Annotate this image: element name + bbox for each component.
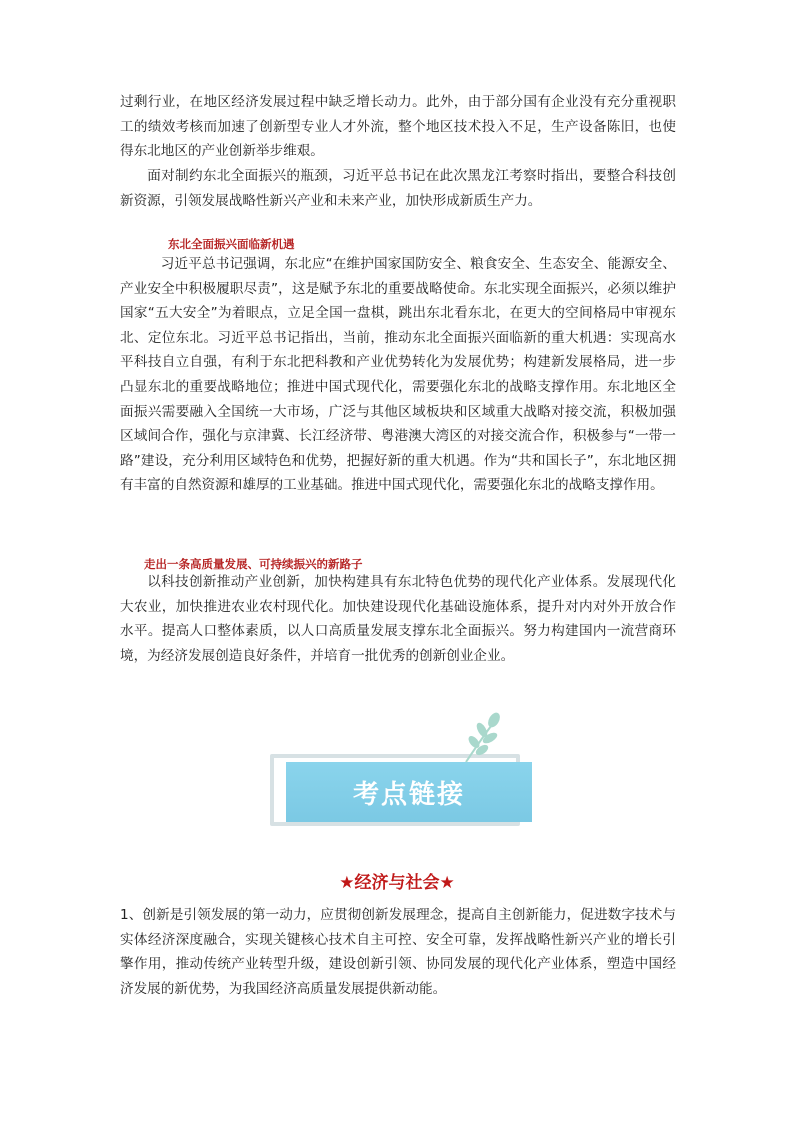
- exam-link-banner: [270, 712, 532, 832]
- paragraph-bottleneck: 面对制约东北全面振兴的瓶颈，习近平总书记在此次黑龙江考察时指出，要整合科技创新资源，引领发展战略性新兴产业和未来产业，加快形成新质生产力。: [120, 168, 676, 209]
- paragraph-opportunities: 习近平总书记强调，东北应“在维护国家国防安全、粮食安全、生态安全、能源安全、产业安全中积极履职尽责”，这是赋予东北的重要战略使命。东北实现全面振兴，必须以维护国家“五大安全”为着眼点，立足全国一盘棋，跳出东北看东北，在更大的空间格局中审视东北、定位东北。习近平总书记指出，当前，推动东北全面振兴面临新的重大机遇：实现高水平科技自立自强，有利于东北把科教和产业优势转化为发展优势；构建新发展格局，进一步凸显东北的重要战略地位；推进中国式现代化，需要强化东北的战略支撑作用。东北地区全面振兴需要融入全国统一大市场，广泛与其他区域板块和区域重大战略对接交流，积极加强区域间合作，强化与京津冀、长江经济带、粤港澳大湾区的对接交流合作，积极参与“一带一路”建设，充分利用区域特色和优势，把握好新的重大机遇。作为“共和国长子”，东北地区拥有丰富的自然资源和雄厚的工业基础。推进中国式现代化，需要强化东北的战略支撑作用。: [120, 256, 676, 494]
- subheading-new-path: 走出一条高质量发展、可持续振兴的新路子: [144, 557, 363, 571]
- banner-fill: [286, 762, 532, 822]
- subheading-new-opportunities: 东北全面振兴面临新机遇: [168, 237, 295, 251]
- leaf-sprig-icon: [458, 712, 508, 764]
- paragraph-innovation-point: 1、创新是引领发展的第一动力，应贯彻创新发展理念，提高自主创新能力，促进数字技术与实体经济深度融合，实现关键核心技术自主可控、安全可靠，发挥战略性新兴产业的增长引擎作用，推动传统产业转型升级，建设创新引领、协同发展的现代化产业体系，塑造中国经济发展的新优势，为我国经济高质量发展提供新动能。: [120, 907, 676, 997]
- section-title-economy-society: ★经济与社会★: [339, 873, 455, 893]
- paragraph-new-path: 以科技创新推动产业创新，加快构建具有东北特色优势的现代化产业体系。发展现代化大农业，加快推进农业农村现代化。加快建设现代化基础设施体系，提升对内对外开放合作水平。提高人口整体素质，以人口高质量发展支撑东北全面振兴。努力构建国内一流营商环境，为经济发展创造良好条件，并培育一批优秀的创新创业企业。: [120, 574, 676, 664]
- paragraph-continued: 过剩行业，在地区经济发展过程中缺乏增长动力。此外，由于部分国有企业没有充分重视职工的绩效考核而加速了创新型专业人才外流，整个地区技术投入不足，生产设备陈旧，也使得东北地区的产业创新举步维艰。: [120, 94, 676, 160]
- banner-title: 考点链接: [352, 779, 465, 810]
